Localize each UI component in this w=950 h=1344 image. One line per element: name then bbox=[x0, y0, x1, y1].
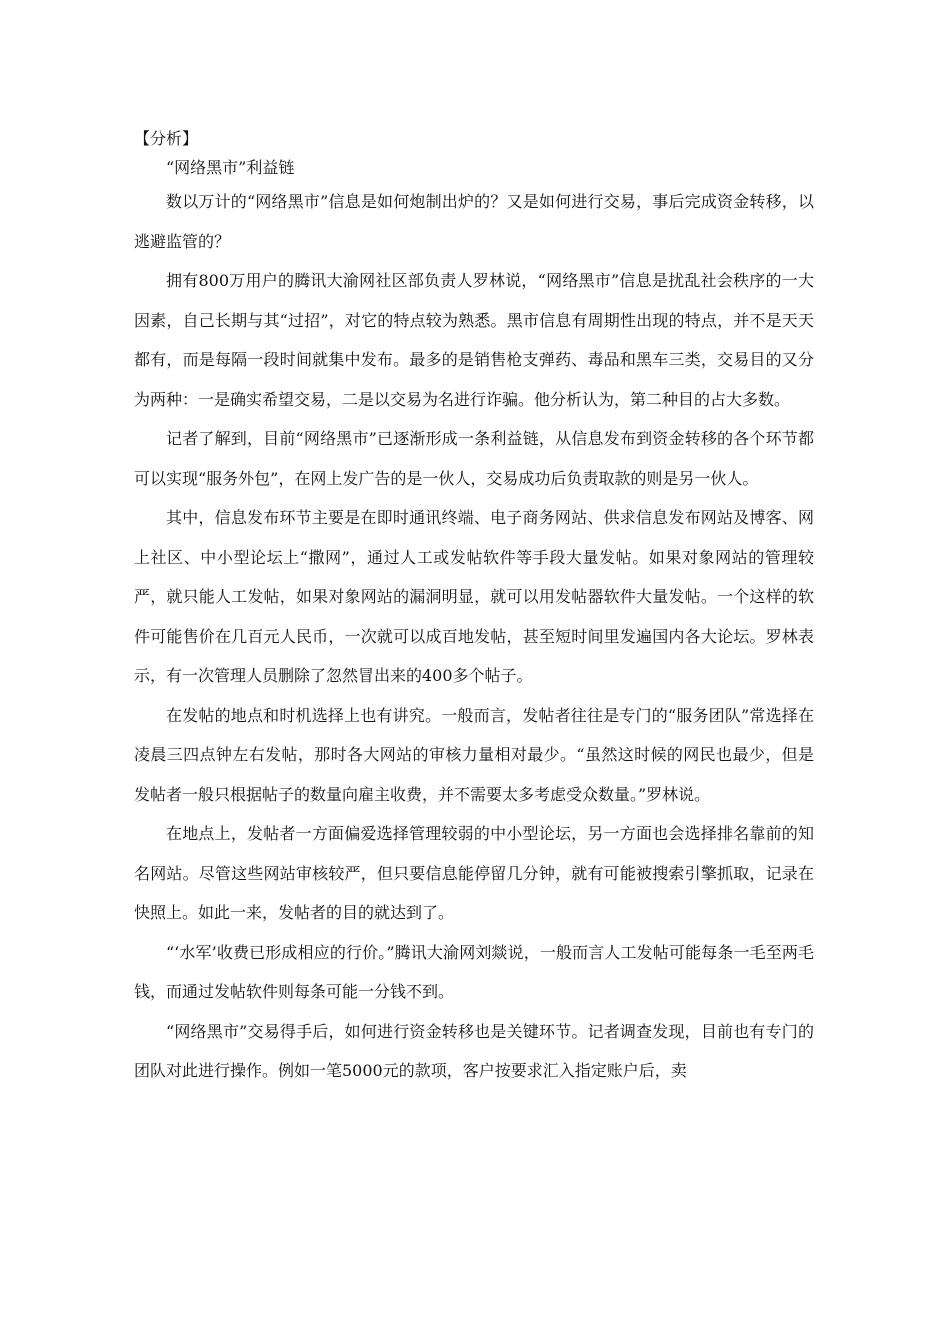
paragraph-1: 数以万计的“网络黑市”信息是如何炮制出炉的？又是如何进行交易，事后完成资金转移，以逃避监管的？ bbox=[134, 192, 814, 251]
document-body bbox=[134, 124, 814, 1091]
paragraph-7: “‘水军’收费已形成相应的行价。”腾讯大渝网刘燚说，一般而言人工发帖可能每条一毛至两毛钱，而通过发帖软件则每条可能一分钱不到。 bbox=[134, 942, 814, 1001]
paragraph-2: 拥有800万用户的腾讯大渝网社区部负责人罗林说，“网络黑市”信息是扰乱社会秩序的一大因素，自己长期与其“过招”，对它的特点较为熟悉。黑市信息有周期性出现的特点，并不是天天都有，而是每隔一段时间就集中发布。最多的是销售枪支弹药、毒品和黑车三类，交易目的又分为两种：一是确实希望交易，二是以交易为名进行诈骗。他分析认为，第二种目的占大多数。 bbox=[134, 271, 814, 409]
section-heading: 【分析】 bbox=[134, 129, 199, 148]
paragraph-5: 在发帖的地点和时机选择上也有讲究。一般而言，发帖者往往是专门的“服务团队”常选择在凌晨三四点钟左右发帖，那时各大网站的审核力量相对最少。“虽然这时候的网民也最少，但是发帖者一般只根据帖子的数量向雇主收费，并不需要太多考虑受众数量。”罗林说。 bbox=[134, 705, 814, 804]
article-subtitle: “网络黑市”利益链 bbox=[166, 158, 295, 177]
paragraph-6: 在地点上，发帖者一方面偏爱选择管理较弱的中小型论坛，另一方面也会选择排名靠前的知名网站。尽管这些网站审核较严，但只要信息能停留几分钟，就有可能被搜索引擎抓取，记录在快照上。如此一来，发帖者的目的就达到了。 bbox=[134, 824, 814, 922]
paragraph-3: 记者了解到，目前“网络黑市”已逐渐形成一条利益链，从信息发布到资金转移的各个环节都可以实现“服务外包”，在网上发广告的是一伙人，交易成功后负责取款的则是另一伙人。 bbox=[134, 429, 814, 488]
paragraph-8: “网络黑市”交易得手后，如何进行资金转移也是关键环节。记者调查发现，目前也有专门的团队对此进行操作。例如一笔5000元的款项，客户按要求汇入指定账户后，卖 bbox=[134, 1021, 814, 1080]
paragraph-4: 其中，信息发布环节主要是在即时通讯终端、电子商务网站、供求信息发布网站及博客、网上社区、中小型论坛上“撒网”，通过人工或发帖软件等手段大量发帖。如果对象网站的管理较严，就只能人工发帖，如果对象网站的漏洞明显，就可以用发帖器软件大量发帖。一个这样的软件可能售价在几百元人民币，一次就可以成百地发帖，甚至短时间里发遍国内各大论坛。罗林表示，有一次管理人员删除了忽然冒出来的400多个帖子。 bbox=[134, 508, 814, 685]
